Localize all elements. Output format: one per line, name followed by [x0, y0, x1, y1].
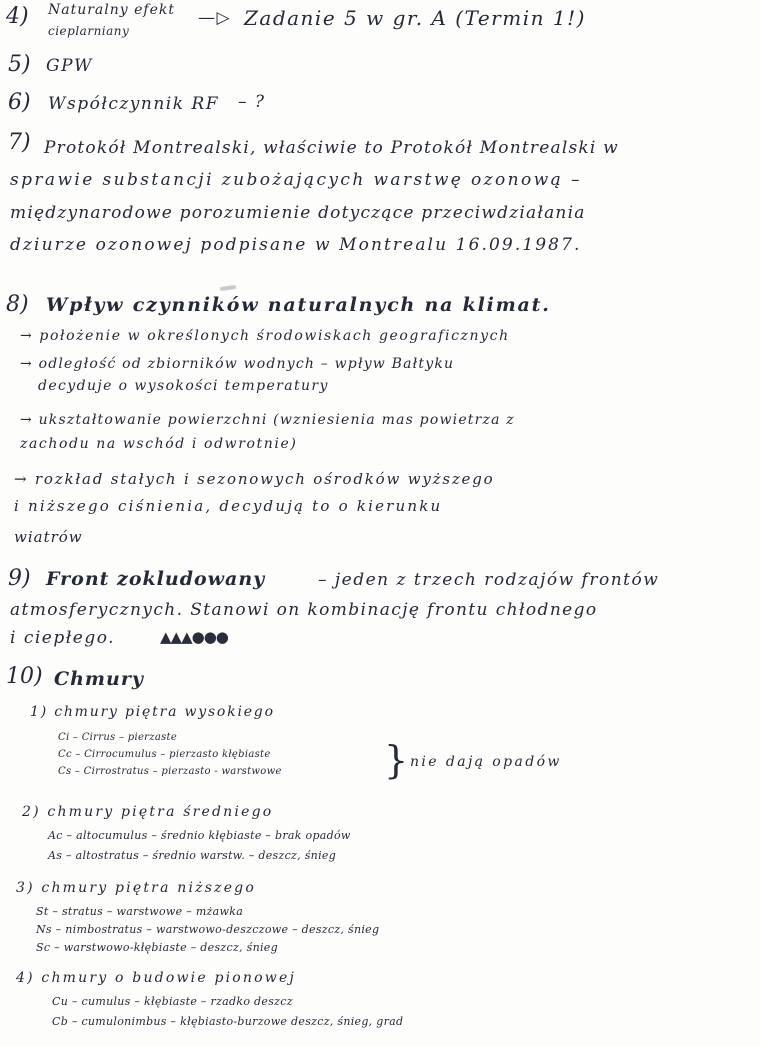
clouds-group-1-row-2: Cc – Cirrocumulus – pierzasto kłębiaste — [58, 749, 271, 760]
item-9-line-3: i ciepłego. — [10, 628, 116, 648]
item-8-bullet-2-line-1: → odległość od zbiorników wodnych – wpływ Bałtyku — [20, 356, 455, 372]
clouds-group-3-row-1: St – stratus – warstwowe – mżawka — [36, 905, 244, 918]
item-9-line-1: – jeden z trzech rodzajów frontów — [318, 570, 660, 590]
item-8-bullet-1-line-1: → położenie w określonych środowiskach geograficznych — [20, 328, 510, 344]
item-8-bullet-2-line-2: decyduje o wysokości temperatury — [38, 378, 329, 394]
item-4-text: Naturalny efekt — [48, 2, 175, 18]
item-6-rest: – ? — [238, 92, 266, 112]
item-4-rest: Zadanie 5 w gr. A (Termin 1!) — [244, 6, 586, 30]
item-7-line-4: dziurze ozonowej podpisane w Montrealu 16.09.1987. — [10, 235, 582, 255]
clouds-group-1-row-1: Ci – Cirrus – pierzaste — [58, 732, 178, 743]
clouds-group-4-row-2: Cb – cumulonimbus – kłębiasto-burzowe deszcz, śnieg, grad — [52, 1015, 404, 1028]
item-6-number: 6) — [8, 90, 31, 115]
item-10-title: Chmury — [54, 668, 144, 690]
pencil-smudge — [220, 285, 236, 291]
item-5-text: GPW — [46, 56, 93, 76]
item-8-bullet-4-line-1: → rozkład stałych i sezonowych ośrodków wyższego — [14, 470, 495, 488]
item-9-number: 9) — [8, 566, 31, 591]
item-6-text: Współczynnik RF — [48, 94, 220, 114]
item-9-title: Front zokludowany — [46, 568, 266, 590]
item-8-bullet-3-line-1: → ukształtowanie powierzchni (wzniesienia mas powietrza z — [20, 412, 515, 428]
arrow-icon: —▷ — [198, 8, 232, 28]
item-7-line-3: międzynarodowe porozumienie dotyczące przeciwdziałania — [10, 203, 586, 223]
item-4-note: cieplarniany — [48, 24, 130, 38]
clouds-group-3-heading: 3) chmury piętra niższego — [16, 880, 256, 896]
clouds-group-2-row-1: Ac – altocumulus – średnio kłębiaste – brak opadów — [48, 829, 351, 842]
item-5-number: 5) — [8, 52, 31, 77]
brace-icon: } — [384, 738, 409, 782]
clouds-group-1-row-3: Cs – Cirrostratus – pierzasto - warstwowe — [58, 766, 282, 777]
item-4-number: 4) — [6, 4, 29, 29]
clouds-group-3-row-3: Sc – warstwowo-kłębiaste – deszcz, śnieg — [36, 941, 278, 954]
occluded-front-symbol: ▲▲▲●●● — [160, 628, 228, 646]
clouds-group-3-row-2: Ns – nimbostratus – warstwowo-deszczowe – deszcz, śnieg — [36, 923, 380, 936]
clouds-group-2-heading: 2) chmury piętra średniego — [22, 804, 274, 820]
item-10-number: 10) — [6, 664, 43, 689]
item-8-number: 8) — [6, 292, 29, 317]
item-8-bullet-4-line-2: i niższego ciśnienia, decydują to o kierunku — [14, 497, 443, 515]
item-7-number: 7) — [8, 130, 31, 155]
item-8-title: Wpływ czynników naturalnych na klimat. — [46, 294, 551, 316]
item-7-line-2: sprawie substancji zubożających warstwę ozonową – — [10, 170, 582, 190]
clouds-group-2-row-2: As – altostratus – średnio warstw. – deszcz, śnieg — [48, 849, 337, 862]
clouds-group-1-side-note: nie dają opadów — [410, 754, 562, 770]
item-9-line-2: atmosferycznych. Stanowi on kombinację frontu chłodnego — [10, 600, 598, 620]
item-8-bullet-3-line-2: zachodu na wschód i odwrotnie) — [20, 436, 298, 452]
clouds-group-4-heading: 4) chmury o budowie pionowej — [16, 970, 296, 986]
clouds-group-1-heading: 1) chmury piętra wysokiego — [30, 704, 275, 720]
item-7-line-1: Protokół Montrealski, właściwie to Protokół Montrealski w — [44, 138, 619, 158]
item-8-bullet-4-line-3: wiatrów — [14, 528, 83, 546]
clouds-group-4-row-1: Cu – cumulus – kłębiaste – rzadko deszcz — [52, 995, 293, 1008]
